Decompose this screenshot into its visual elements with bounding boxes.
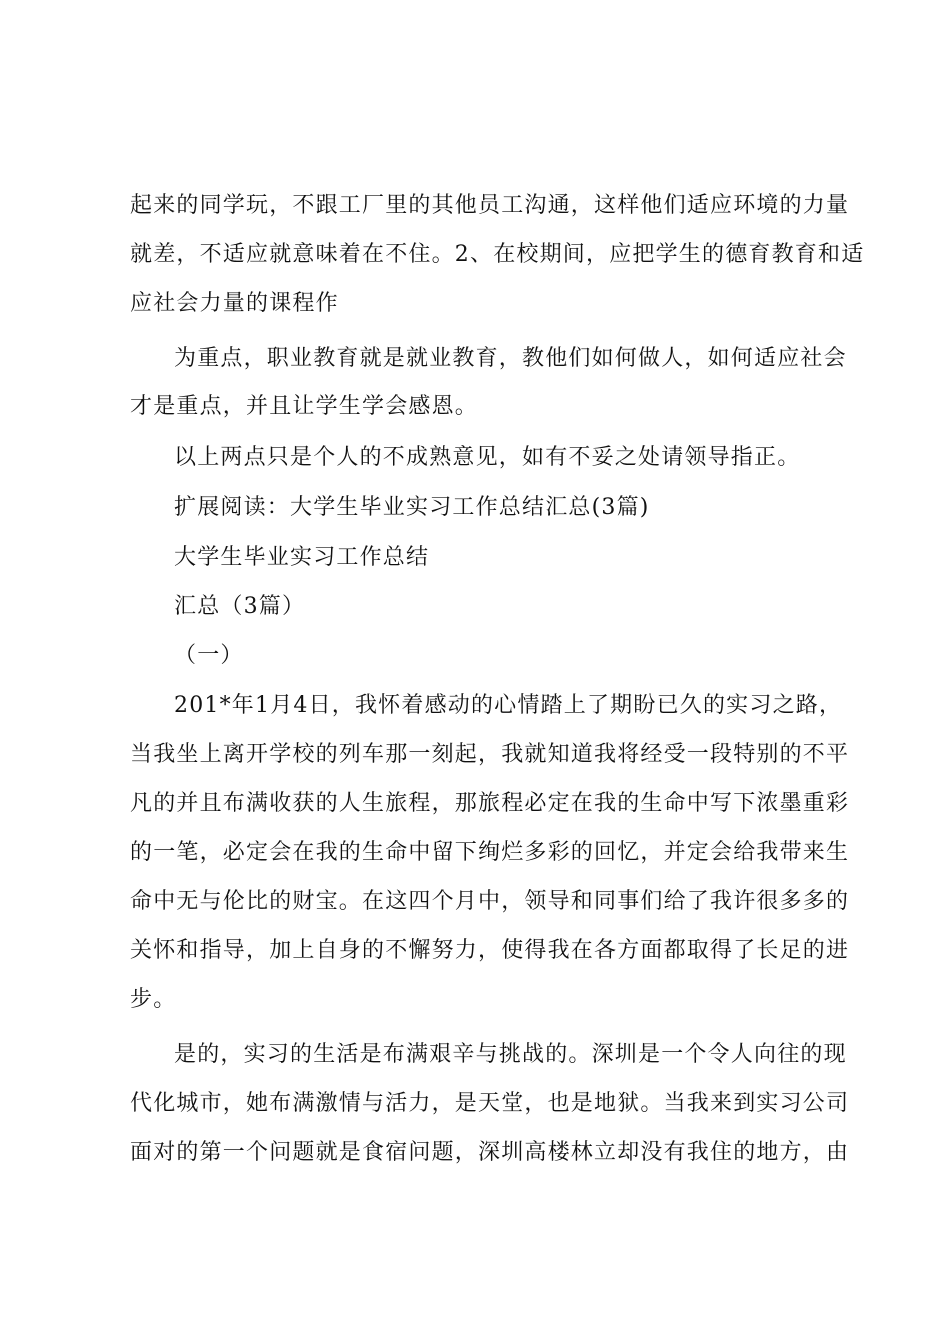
paragraph-line: 面对的第一个问题就是食宿问题，深圳高楼林立却没有我住的地方，由 (130, 1140, 850, 1165)
paragraph-line: 应社会力量的课程作 (130, 291, 339, 316)
section-number: （一） (174, 643, 244, 668)
paragraph-line: 以上两点只是个人的不成熟意见，如有不妥之处请领导指正。 (174, 445, 801, 470)
paragraph-line: 就差，不适应就意味着在不住。2、在校期间，应把学生的德育教育和适 (130, 242, 865, 267)
paragraph-line: 命中无与伦比的财宝。在这四个月中，领导和同事们给了我许很多多的 (130, 889, 850, 914)
paragraph-line: 为重点，职业教育就是就业教育，教他们如何做人，如何适应社会 (174, 346, 847, 371)
paragraph-line: 才是重点，并且让学生学会感恩。 (130, 394, 479, 419)
paragraph-line: 关怀和指导，加上自身的不懈努力，使得我在各方面都取得了长足的进 (130, 938, 850, 963)
paragraph-line: 起来的同学玩，不跟工厂里的其他员工沟通，这样他们适应环境的力量 (130, 193, 850, 218)
paragraph-line: 代化城市，她布满激情与活力，是天堂，也是地狱。当我来到实习公司 (130, 1091, 850, 1116)
paragraph-line: 是的，实习的生活是布满艰辛与挑战的。深圳是一个令人向往的现 (174, 1042, 847, 1067)
paragraph-line: 的一笔，必定会在我的生命中留下绚烂多彩的回忆，并定会给我带来生 (130, 840, 850, 865)
paragraph-line: 当我坐上离开学校的列车那一刻起，我就知道我将经受一段特别的不平 (130, 742, 850, 767)
extended-reading-title: 扩展阅读：大学生毕业实习工作总结汇总(3篇) (174, 495, 650, 520)
section-subtitle: 汇总（3篇） (174, 594, 306, 619)
paragraph-line: 201*年1月4日，我怀着感动的心情踏上了期盼已久的实习之路， (174, 693, 843, 718)
paragraph-line: 凡的并且布满收获的人生旅程，那旅程必定在我的生命中写下浓墨重彩 (130, 791, 850, 816)
paragraph-line: 步。 (130, 987, 177, 1012)
section-title: 大学生毕业实习工作总结 (174, 545, 430, 570)
